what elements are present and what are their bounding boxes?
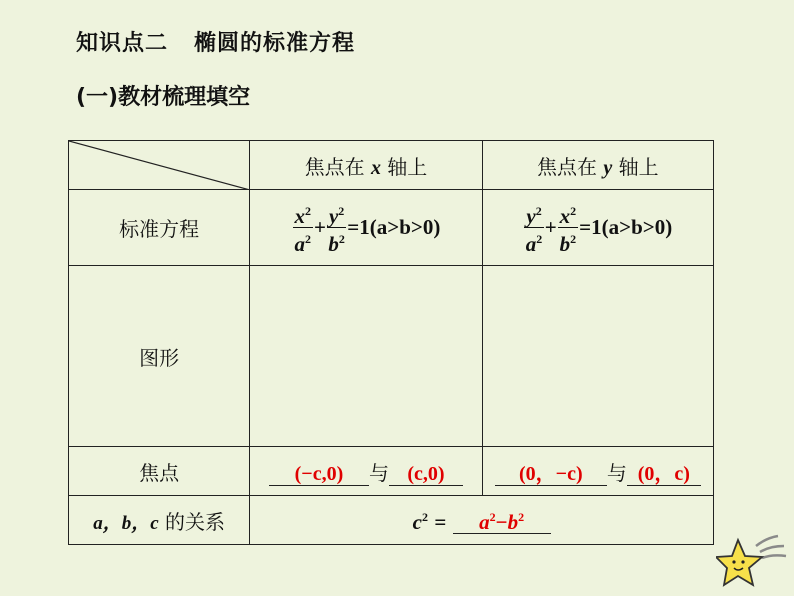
- star-decoration-icon: [716, 526, 794, 596]
- row-label-relation: a，b，c 的关系: [69, 496, 250, 545]
- relation-cell: $c^2 = a^2-b^2$: [250, 496, 714, 545]
- answer-blank-focus-y-2: (0，c): [627, 463, 701, 486]
- subsection-heading: (一)教材梳理填空: [76, 85, 251, 110]
- header-focus-x-axis: 焦点在 x 轴上: [250, 141, 482, 190]
- header-focus-y-axis: 焦点在 y 轴上: [482, 141, 713, 190]
- answer-blank-focus-x-1: (−c,0): [269, 463, 369, 486]
- table-row-figure: [69, 266, 714, 447]
- answer-blank-focus-y-1: (0，−c): [495, 463, 607, 486]
- figure-x-axis-cell: [250, 266, 482, 447]
- equation-y-axis: $\frac{y^2}{a^2}$ + $\frac{x^2}{b^2}$ =1(a>b>0): [482, 190, 713, 266]
- table-row-relation: [69, 496, 714, 545]
- figure-y-axis-cell: [482, 266, 713, 447]
- section-heading-number: 知识点二: [76, 31, 169, 56]
- answer-blank-relation: $a^2-b^2$: [453, 506, 551, 534]
- equation-x-axis: $\frac{x^2}{a^2}$ + $\frac{y^2}{b^2}$ =1(a>b>0): [250, 190, 482, 266]
- table-row-standard-equation: [69, 190, 714, 266]
- table-header-row: [69, 141, 714, 190]
- section-heading: [76, 26, 355, 57]
- diagonal-line: [69, 141, 250, 190]
- section-heading-title: 椭圆的标准方程: [194, 31, 356, 56]
- row-label-focus: 焦点: [69, 447, 250, 496]
- focus-y-axis-cell: (0，−c) 与 (0，c): [482, 447, 713, 496]
- row-label-standard-equation: 标准方程: [69, 190, 250, 266]
- row-label-figure: 图形: [69, 266, 250, 447]
- diagonal-header-cell: [69, 141, 250, 190]
- focus-x-axis-cell: (−c,0) 与 (c,0): [250, 447, 482, 496]
- ellipse-equation-table: [68, 140, 714, 545]
- table-row-focus: [69, 447, 714, 496]
- answer-blank-focus-x-2: (c,0): [389, 463, 463, 486]
